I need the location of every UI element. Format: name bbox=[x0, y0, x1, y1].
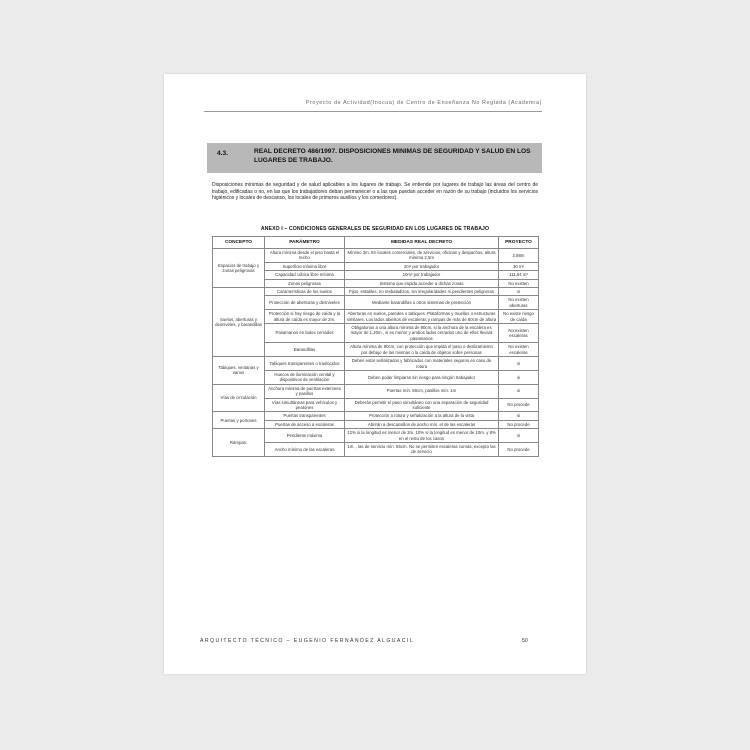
project-cell: No existen escaleras bbox=[499, 324, 539, 343]
measure-cell: Altura mínima de 90cm, con protección que impida el paso o deslizamiento por debajo de las mismas o la caída de objetos sobre personas bbox=[345, 343, 499, 357]
concept-cell: Espacios de trabajo y zonas peligrosas bbox=[213, 249, 265, 288]
measure-cell: Deberán permitir el paso simultáneo con una separación de seguridad suficiente bbox=[345, 398, 499, 412]
concept-cell: Tabiques, ventanas y vanos bbox=[213, 357, 265, 385]
project-cell: No existen bbox=[499, 279, 539, 287]
project-cell: No procede bbox=[499, 442, 539, 456]
column-header-concepto: CONCEPTO bbox=[213, 237, 265, 249]
parameter-cell: Tabiques transparentes o traslúcidos bbox=[265, 357, 345, 371]
project-cell: si bbox=[499, 370, 539, 384]
section-title: REAL DECRETO 486/1997. DISPOSICIONES MINIMAS DE SEGURIDAD Y SALUD EN LOS LUGARES DE TRABAJO. bbox=[254, 148, 531, 164]
measure-cell: Protección a rotura y señalización a la altura de la vista bbox=[345, 412, 499, 420]
measure-cell: Mediante barandillas u otros sistemas de protección bbox=[345, 296, 499, 310]
project-cell: 111,54 m³ bbox=[499, 271, 539, 279]
column-header-parametro: PARÁMETRO bbox=[265, 237, 345, 249]
concept-cell: Suelos, aberturas y desniveles, y barandillas bbox=[213, 288, 265, 357]
concept-cell: Rampas, bbox=[213, 429, 265, 457]
project-cell: No procede bbox=[499, 398, 539, 412]
measure-cell: Aberturas en suelos, paredes o tabiques. Plataformas y muelles o estructuras similares. Los lados abiertos de escaleras y rampas de más de 60cm de altura bbox=[345, 310, 499, 324]
concept-cell: Vías de circulación bbox=[213, 384, 265, 412]
table-row bbox=[213, 429, 539, 443]
measure-cell: Abrirán a descansillos de ancho mín. el de las escaleras bbox=[345, 420, 499, 428]
page-number: 50 bbox=[522, 638, 528, 644]
parameter-cell: Zonas peligrosas bbox=[265, 279, 345, 287]
parameter-cell: Anchura mínima de puertas exteriores y pasillos bbox=[265, 384, 345, 398]
running-header: Proyecto de Actividad(Inocua) de Centro de Enseñanza No Reglada (Academia) bbox=[305, 100, 542, 106]
parameter-cell: Ancho mínimo de las escaleras bbox=[265, 442, 345, 456]
column-header-proyecto: PROYECTO bbox=[499, 237, 539, 249]
measure-cell: Mínimo 3m. En locales comerciales, de servicios, oficinas y despachos, altura mínima 2,5m bbox=[345, 249, 499, 263]
measure-cell: Deben poder limpiarse sin riesgo para ningún trabajador bbox=[345, 370, 499, 384]
project-cell: No procede bbox=[499, 420, 539, 428]
project-cell: No existe riesgo de caída bbox=[499, 310, 539, 324]
project-cell: si bbox=[499, 429, 539, 443]
project-cell: si bbox=[499, 384, 539, 398]
table-row bbox=[213, 357, 539, 371]
parameter-cell: Puertas transparentes bbox=[265, 412, 345, 420]
parameter-cell: Capacidad cúbica libre mínima bbox=[265, 271, 345, 279]
measure-cell: Sistema que impida acceder a dichas zonas bbox=[345, 279, 499, 287]
measure-cell: 2m² por trabajador bbox=[345, 262, 499, 270]
table-row bbox=[213, 249, 539, 263]
project-cell: No existen aberturas bbox=[499, 296, 539, 310]
measure-cell: Puertas mín. 80cm, pasillos mín. 1m bbox=[345, 384, 499, 398]
parameter-cell: Características de los suelos bbox=[265, 288, 345, 296]
parameter-cell: Barandillas bbox=[265, 343, 345, 357]
project-cell: No existen escaleras bbox=[499, 343, 539, 357]
project-cell: 2,88m bbox=[499, 249, 539, 263]
section-number: 4.3. bbox=[217, 150, 228, 157]
parameter-cell: Pendiente máxima bbox=[265, 429, 345, 443]
footer-author: ARQUITECTO TÉCNICO – EUGENIO FERNÁNDEZ ALGUACIL bbox=[200, 638, 415, 644]
section-heading-box bbox=[207, 143, 542, 173]
project-cell: si bbox=[499, 288, 539, 296]
document-page bbox=[164, 74, 586, 674]
intro-paragraph: Disposiciones mínimas de seguridad y de salud aplicables a los lugares de trabajo. Se entiende por lugares de trabajo las áreas del centro de trabajo, edificadas o no, en las que los trabajadores deban permanecer o a las que puedan acceder en razón de su trabajo (incluidos los servicios higiénicos y locales de descanso, los locales de primeros auxilios y los comedores). bbox=[212, 182, 538, 202]
safety-conditions-table bbox=[212, 236, 539, 457]
project-cell: 30 m² bbox=[499, 262, 539, 270]
parameter-cell: Huecos de iluminación cenital y dispositivos de ventilación bbox=[265, 370, 345, 384]
column-header-medidas: MEDIDAS REAL DECRETO bbox=[345, 237, 499, 249]
table-row bbox=[213, 384, 539, 398]
project-cell: si bbox=[499, 412, 539, 420]
parameter-cell: Superficie mínima libre bbox=[265, 262, 345, 270]
measure-cell: Deben estar señalizados y fabricados con materiales seguros en caso de rotura bbox=[345, 357, 499, 371]
measure-cell: Obligatorios a una altura mínima de 90cm, si la anchura de la escalera es mayor de 1,20m., si es menor y ambos lados cerrados uno de ellos llevará pasamanos bbox=[345, 324, 499, 343]
parameter-cell: Vías simultáneas para vehículos y peatones bbox=[265, 398, 345, 412]
annex-title: ANEXO I – CONDICIONES GENERALES DE SEGURIDAD EN LOS LUGARES DE TRABAJO bbox=[260, 226, 490, 232]
table-header-row bbox=[213, 237, 539, 249]
project-cell: si bbox=[499, 357, 539, 371]
measure-cell: Fijos, estables, no resbaladizos, sin irregularidades ni pendientes peligrosas bbox=[345, 288, 499, 296]
table-body bbox=[213, 249, 539, 457]
measure-cell: 1m. , las de servicio mín. 55cm. No se permiten escaleras curvas, excepto las de servicio bbox=[345, 442, 499, 456]
concept-cell: Puertas y portones bbox=[213, 412, 265, 429]
measure-cell: 12% si la longitud es menor de 3m. 10% si la longitud es menor de 10m. y 8% en el resto de los casos bbox=[345, 429, 499, 443]
parameter-cell: Protección si hay riesgo de caída y la altura de caída es mayor de 2m. bbox=[265, 310, 345, 324]
parameter-cell: Altura mínima desde el piso hasta el techo bbox=[265, 249, 345, 263]
parameter-cell: Puertas de acceso a escaleras bbox=[265, 420, 345, 428]
table-row bbox=[213, 412, 539, 420]
header-divider bbox=[204, 111, 542, 112]
parameter-cell: Pasamanos en lados cerrados bbox=[265, 324, 345, 343]
parameter-cell: Protección de aberturas y desniveles bbox=[265, 296, 345, 310]
measure-cell: 10m³ por trabajador bbox=[345, 271, 499, 279]
table-row bbox=[213, 288, 539, 296]
